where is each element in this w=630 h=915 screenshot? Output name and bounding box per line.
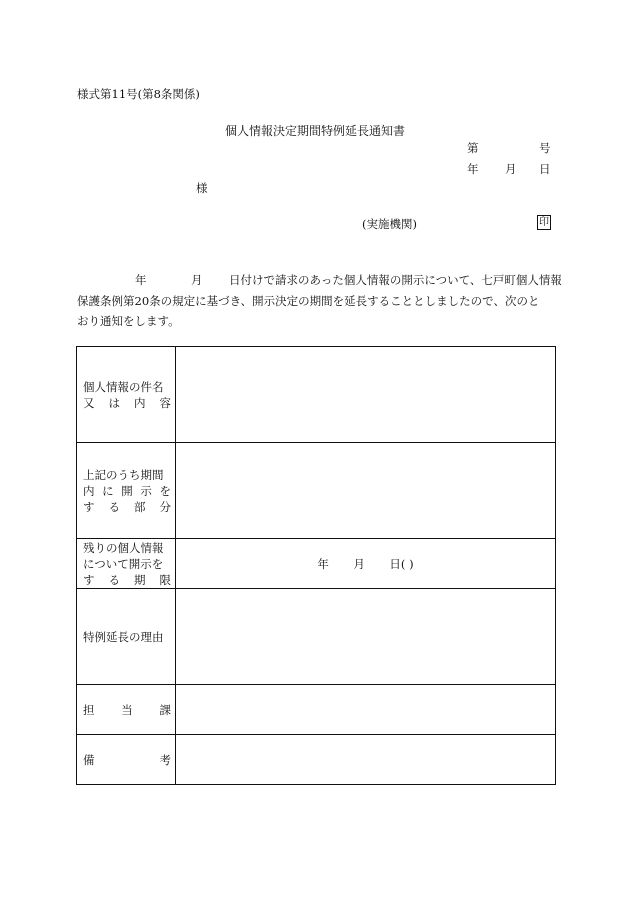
label-extension-reason <box>77 589 176 685</box>
recipient-honorific: 様 <box>196 181 208 195</box>
seal-mark: 印 <box>539 217 549 228</box>
document-number-prefix: 第 <box>467 141 479 155</box>
label-line: 上記のうち期間 <box>83 467 164 482</box>
body-line-3: おり通知をします。 <box>77 314 180 328</box>
field-partial-disclosure[interactable] <box>176 443 556 539</box>
label-line: 備 考 <box>83 752 171 767</box>
deadline-year: 年 <box>317 556 329 571</box>
label-line: 特例延長の理由 <box>83 629 164 644</box>
table-row <box>77 347 556 443</box>
table-row <box>77 589 556 685</box>
label-line: について開示を <box>83 556 164 571</box>
label-line: 又 は 内 容 <box>83 395 171 410</box>
label-partial-disclosure <box>77 443 176 539</box>
table-row <box>77 735 556 785</box>
table-row <box>77 685 556 735</box>
label-remarks <box>77 735 176 785</box>
field-remaining-deadline[interactable] <box>176 539 556 589</box>
deadline-date <box>317 556 413 572</box>
label-line: 残りの個人情報 <box>83 540 164 555</box>
table-row <box>77 539 556 589</box>
body-month: 月 <box>191 273 203 287</box>
issue-date-day: 日 <box>539 162 551 176</box>
field-document-name[interactable] <box>176 347 556 443</box>
label-line: 担 当 課 <box>83 702 171 717</box>
label-line: 個人情報の件名 <box>83 379 164 394</box>
notice-body <box>77 270 562 332</box>
body-line-1-text: 日付けで請求のあった個人情報の開示について、七戸町個人情報 <box>229 273 562 287</box>
agency-label: (実施機関) <box>362 217 417 231</box>
label-document-name <box>77 347 176 443</box>
field-remarks[interactable] <box>176 735 556 785</box>
document-title: 個人情報決定期間特例延長通知書 <box>225 124 406 138</box>
document-number-suffix: 号 <box>539 141 551 155</box>
label-department <box>77 685 176 735</box>
deadline-month: 月 <box>353 556 365 571</box>
form-number: 様式第11号(第8条関係) <box>77 87 200 101</box>
body-line-2: 保護条例第20条の規定に基づき、開示決定の期間を延長することとしましたので、次のと <box>77 293 540 308</box>
notice-table <box>76 346 556 785</box>
label-line: す る 期 限 <box>83 572 171 587</box>
label-line: す る 部 分 <box>83 499 171 514</box>
label-remaining-deadline <box>77 539 176 589</box>
body-year: 年 <box>135 273 147 287</box>
field-department[interactable] <box>176 685 556 735</box>
deadline-day: 日( ) <box>389 556 414 571</box>
issue-date-month: 月 <box>505 162 517 176</box>
field-extension-reason[interactable] <box>176 589 556 685</box>
label-line: 内 に 開 示 を <box>83 483 171 498</box>
issue-date-year: 年 <box>467 162 479 176</box>
table-row <box>77 443 556 539</box>
body-line-1 <box>77 270 562 291</box>
